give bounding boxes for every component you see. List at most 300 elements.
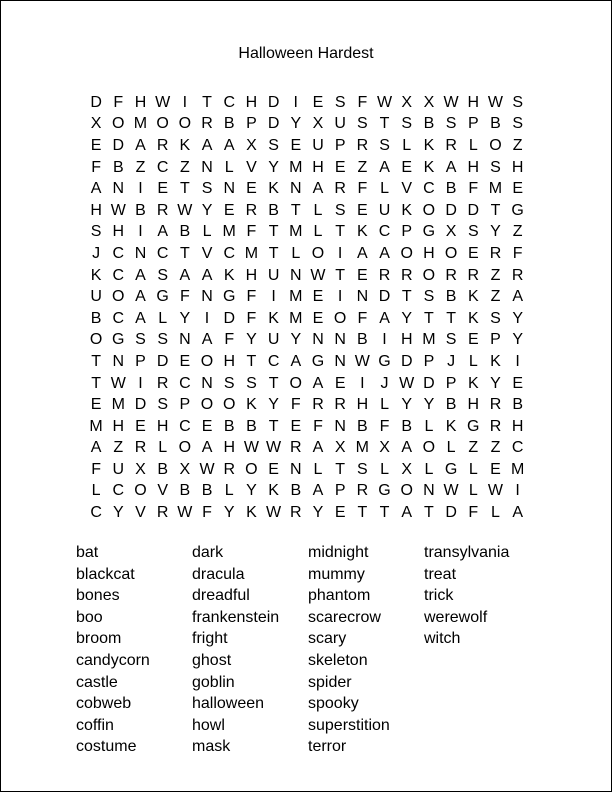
grid-letter: N [334, 331, 346, 349]
grid-letter: F [468, 504, 479, 522]
grid-letter: H [400, 331, 413, 349]
grid-letter: R [356, 482, 369, 500]
grid-letter: V [201, 244, 213, 262]
grid-letter: M [289, 158, 303, 176]
grid-letter: J [92, 244, 101, 262]
grid-letter: H [112, 223, 125, 241]
grid-letter: O [200, 352, 214, 370]
grid-letter: E [157, 180, 168, 198]
grid-letter: T [335, 460, 346, 478]
grid-letter: F [468, 180, 479, 198]
grid-letter: R [290, 504, 302, 522]
grid-letter: C [179, 417, 191, 435]
grid-letter: B [445, 180, 457, 198]
grid-letter: R [223, 460, 235, 478]
word-list-item: boo [76, 608, 103, 626]
word-list-item: halloween [192, 695, 265, 713]
grid-letter: N [112, 180, 125, 198]
grid-letter: R [400, 266, 413, 284]
grid-letter: A [379, 309, 390, 327]
grid-letter: X [312, 115, 324, 133]
grid-letter: M [355, 439, 369, 457]
grid-letter: D [134, 396, 147, 414]
grid-letter: X [135, 460, 146, 478]
grid-letter: E [512, 374, 523, 392]
word-list-item: terror [308, 738, 347, 756]
grid-letter: Z [512, 136, 523, 154]
grid-letter: L [291, 244, 301, 262]
grid-letter: N [356, 288, 369, 306]
grid-letter: L [380, 180, 389, 198]
grid-letter: S [157, 396, 168, 414]
grid-letter: W [487, 482, 504, 500]
grid-letter: F [512, 244, 523, 262]
grid-letter: A [135, 288, 146, 306]
grid-letter: U [378, 201, 391, 219]
grid-letter: O [156, 115, 169, 133]
grid-letter: E [179, 352, 191, 370]
grid-letter: N [290, 460, 302, 478]
word-list-item: blackcat [76, 565, 135, 583]
grid-letter: K [246, 504, 257, 522]
grid-letter: E [334, 374, 346, 392]
grid-letter: Y [490, 223, 501, 241]
grid-letter: R [156, 374, 169, 392]
grid-letter: I [515, 352, 520, 370]
grid-letter: T [490, 201, 501, 219]
grid-letter: E [401, 158, 413, 176]
grid-letter: F [246, 309, 257, 327]
grid-letter: A [512, 288, 523, 306]
grid-letter: T [446, 309, 456, 327]
grid-letter: A [312, 482, 324, 500]
grid-letter: F [202, 504, 212, 522]
word-list-item: ghost [192, 651, 232, 669]
grid-letter: M [289, 223, 303, 241]
grid-letter: E [90, 136, 102, 154]
grid-letter: S [401, 115, 413, 133]
grid-letter: B [401, 417, 413, 435]
grid-letter: N [334, 352, 346, 370]
grid-letter: G [467, 417, 480, 435]
grid-letter: T [268, 223, 279, 241]
grid-letter: K [223, 266, 235, 284]
grid-letter: D [90, 93, 102, 111]
grid-letter: S [512, 93, 523, 111]
grid-letter: T [290, 201, 301, 219]
grid-letter: V [157, 482, 168, 500]
grid-letter: C [223, 244, 235, 262]
grid-letter: T [424, 504, 434, 522]
grid-letter: A [90, 180, 102, 198]
word-list-item: broom [76, 630, 122, 648]
grid-letter: Z [135, 158, 146, 176]
grid-letter: R [156, 504, 169, 522]
grid-letter: L [468, 482, 478, 500]
grid-letter: D [267, 93, 280, 111]
grid-letter: E [467, 331, 479, 349]
grid-letter: N [312, 331, 324, 349]
word-list-item: midnight [308, 544, 369, 561]
grid-letter: E [135, 417, 146, 435]
grid-letter: I [271, 288, 276, 306]
grid-letter: K [467, 288, 479, 306]
grid-letter: A [135, 309, 146, 327]
grid-letter: A [379, 244, 390, 262]
grid-letter: F [357, 93, 368, 111]
grid-letter: G [311, 352, 325, 370]
grid-letter: W [110, 374, 126, 392]
grid-letter: P [334, 482, 346, 500]
word-list-item: spooky [308, 695, 359, 713]
grid-letter: K [179, 136, 191, 154]
grid-letter: S [357, 115, 368, 133]
grid-letter: I [360, 374, 365, 392]
grid-letter: W [376, 93, 393, 111]
grid-letter: L [158, 309, 168, 327]
grid-letter: Z [468, 439, 479, 457]
grid-letter: N [223, 180, 235, 198]
grid-letter: X [445, 223, 457, 241]
grid-letter: O [489, 136, 502, 154]
grid-letter: I [204, 309, 210, 327]
letter-grid [85, 92, 529, 524]
word-list-item: transylvania [424, 544, 510, 561]
grid-letter: Y [312, 504, 324, 522]
grid-letter: G [444, 460, 458, 478]
grid-letter: Y [223, 504, 235, 522]
grid-letter: Y [268, 396, 279, 414]
grid-letter: A [201, 439, 213, 457]
grid-letter: D [156, 352, 169, 370]
grid-letter: O [400, 244, 413, 262]
grid-letter: M [488, 180, 503, 198]
grid-letter: Y [201, 201, 213, 219]
grid-letter: C [179, 374, 191, 392]
grid-letter: E [223, 201, 235, 219]
word-list-item: mask [192, 738, 231, 756]
grid-letter: O [245, 460, 258, 478]
grid-letter: F [224, 331, 235, 349]
grid-letter: T [335, 223, 346, 241]
grid-letter: R [334, 180, 346, 198]
grid-letter: A [312, 374, 324, 392]
grid-letter: C [156, 158, 169, 176]
grid-letter: A [135, 136, 146, 154]
grid-letter: R [312, 396, 324, 414]
word-list-item: trick [424, 587, 454, 605]
grid-letter: K [357, 223, 368, 241]
grid-letter: X [179, 460, 191, 478]
word-list-item: costume [76, 738, 137, 756]
grid-letter: R [489, 244, 502, 262]
grid-letter: A [312, 439, 324, 457]
grid-letter: O [112, 288, 125, 306]
grid-letter: H [245, 266, 258, 284]
grid-letter: O [444, 244, 458, 262]
grid-letter: L [468, 352, 478, 370]
grid-letter: A [401, 439, 413, 457]
grid-letter: P [490, 331, 501, 349]
grid-letter: O [200, 396, 214, 414]
grid-letter: L [313, 460, 323, 478]
grid-letter: B [490, 115, 501, 133]
grid-letter: Z [490, 288, 501, 306]
grid-letter: E [512, 180, 523, 198]
grid-letter: T [401, 288, 412, 306]
grid-letter: K [467, 374, 479, 392]
word-list-item: dreadful [192, 587, 250, 605]
grid-letter: K [423, 158, 435, 176]
grid-letter: R [334, 396, 346, 414]
grid-letter: I [138, 223, 143, 241]
word-list-item: coffin [76, 716, 114, 734]
grid-letter: X [334, 439, 346, 457]
grid-letter: C [112, 244, 125, 262]
grid-letter: H [467, 158, 480, 176]
word-list-item: howl [192, 716, 225, 734]
grid-letter: B [423, 115, 435, 133]
grid-letter: F [357, 309, 368, 327]
grid-letter: W [177, 504, 193, 522]
grid-letter: S [357, 460, 368, 478]
page-title: Halloween Hardest [238, 45, 374, 62]
grid-letter: T [179, 244, 190, 262]
grid-letter: B [512, 396, 523, 414]
grid-letter: S [201, 180, 213, 198]
word-list-item: mummy [308, 565, 365, 583]
grid-letter: A [179, 266, 191, 284]
grid-letter: P [445, 374, 457, 392]
grid-letter: P [401, 223, 413, 241]
grid-letter: W [199, 460, 215, 478]
grid-letter: U [112, 460, 125, 478]
grid-letter: P [467, 115, 479, 133]
grid-letter: O [422, 439, 436, 457]
grid-letter: Y [290, 331, 302, 349]
grid-letter: M [289, 309, 303, 327]
grid-letter: K [490, 352, 501, 370]
grid-letter: Z [490, 439, 501, 457]
word-list-item: phantom [308, 587, 371, 605]
grid-letter: H [511, 158, 524, 176]
grid-letter: D [400, 352, 413, 370]
grid-letter: D [223, 309, 235, 327]
grid-letter: Z [490, 266, 501, 284]
grid-letter: T [202, 93, 212, 111]
grid-letter: B [357, 417, 368, 435]
word-list-item: scary [308, 630, 347, 648]
grid-letter: W [243, 439, 259, 457]
grid-letter: Y [290, 115, 302, 133]
grid-letter: L [468, 136, 478, 154]
grid-letter: D [267, 115, 280, 133]
grid-letter: S [135, 331, 146, 349]
grid-letter: A [201, 266, 213, 284]
grid-letter: I [382, 331, 387, 349]
grid-letter: S [246, 374, 257, 392]
grid-letter: L [313, 223, 323, 241]
grid-letter: D [378, 288, 391, 306]
grid-letter: A [135, 266, 146, 284]
grid-letter: L [202, 223, 212, 241]
grid-letter: Z [179, 158, 190, 176]
grid-letter: J [447, 352, 456, 370]
grid-letter: X [246, 136, 257, 154]
grid-letter: L [158, 439, 168, 457]
word-list-item: frankenstein [192, 608, 280, 626]
grid-letter: A [90, 439, 102, 457]
grid-letter: B [179, 482, 191, 500]
grid-letter: G [156, 288, 169, 306]
grid-letter: P [334, 136, 346, 154]
grid-letter: S [423, 288, 435, 306]
grid-letter: X [90, 115, 102, 133]
word-list-item: fright [192, 630, 228, 648]
grid-letter: N [112, 352, 125, 370]
grid-letter: I [138, 180, 143, 198]
grid-letter: M [510, 460, 525, 478]
grid-letter: B [268, 201, 279, 219]
grid-letter: X [401, 93, 413, 111]
grid-letter: E [290, 417, 302, 435]
grid-letter: G [222, 288, 236, 306]
grid-letter: B [90, 309, 102, 327]
grid-letter: M [244, 244, 259, 262]
grid-letter: R [156, 201, 169, 219]
grid-letter: L [424, 417, 434, 435]
grid-letter: L [380, 396, 389, 414]
grid-letter: K [246, 396, 257, 414]
grid-letter: B [157, 460, 168, 478]
grid-letter: Y [179, 309, 191, 327]
grid-letter: W [443, 93, 459, 111]
grid-letter: E [312, 93, 324, 111]
grid-letter: F [313, 417, 323, 435]
grid-letter: I [182, 93, 188, 111]
grid-letter: H [356, 396, 369, 414]
grid-letter: B [223, 417, 235, 435]
grid-letter: N [423, 482, 435, 500]
grid-letter: H [423, 244, 435, 262]
grid-letter: O [333, 309, 347, 327]
grid-letter: R [290, 439, 302, 457]
grid-letter: O [422, 201, 436, 219]
grid-letter: A [312, 180, 324, 198]
grid-letter: I [293, 93, 298, 111]
grid-letter: W [354, 352, 370, 370]
grid-letter: H [511, 417, 524, 435]
grid-letter: L [402, 136, 412, 154]
grid-letter: H [156, 417, 169, 435]
grid-letter: D [423, 374, 435, 392]
grid-letter: L [446, 439, 456, 457]
grid-letter: M [289, 288, 303, 306]
grid-letter: C [511, 439, 524, 457]
grid-letter: E [268, 460, 279, 478]
grid-letter: B [135, 201, 146, 219]
grid-letter: U [267, 331, 280, 349]
grid-letter: Y [512, 309, 523, 327]
grid-letter: W [110, 201, 126, 219]
grid-letter: E [246, 180, 257, 198]
grid-letter: S [157, 266, 168, 284]
word-list-item: superstition [308, 716, 390, 734]
grid-letter: T [268, 244, 279, 262]
grid-letter: L [491, 504, 500, 522]
grid-letter: W [266, 504, 282, 522]
grid-letter: F [246, 288, 257, 306]
grid-letter: E [312, 288, 324, 306]
grid-letter: A [201, 136, 213, 154]
word-list-item: bat [76, 544, 99, 561]
grid-letter: C [423, 180, 435, 198]
grid-letter: B [290, 482, 302, 500]
grid-letter: O [289, 374, 302, 392]
grid-letter: T [424, 309, 434, 327]
word-list-item: candycorn [76, 651, 150, 669]
grid-letter: T [179, 180, 190, 198]
word-list [76, 542, 564, 758]
grid-letter: O [222, 396, 236, 414]
grid-letter: S [334, 93, 346, 111]
grid-letter: Y [246, 331, 257, 349]
grid-letter: U [312, 136, 324, 154]
grid-letter: G [511, 201, 524, 219]
grid-letter: S [467, 223, 479, 241]
grid-letter: K [268, 309, 279, 327]
grid-letter: W [155, 93, 171, 111]
grid-letter: M [133, 115, 148, 133]
grid-letter: L [224, 158, 234, 176]
grid-letter: Y [401, 309, 413, 327]
grid-letter: L [224, 482, 234, 500]
grid-letter: L [468, 460, 478, 478]
grid-letter: S [445, 115, 457, 133]
grid-letter: B [445, 288, 457, 306]
grid-letter: F [246, 223, 257, 241]
grid-letter: H [223, 439, 235, 457]
grid-letter: Z [512, 223, 523, 241]
grid-letter: R [467, 266, 480, 284]
grid-letter: E [334, 504, 346, 522]
grid-letter: A [512, 504, 523, 522]
grid-letter: W [399, 374, 415, 392]
grid-letter: K [467, 309, 479, 327]
word-list-item: castle [76, 673, 118, 691]
grid-letter: C [267, 352, 280, 370]
grid-letter: H [223, 352, 235, 370]
grid-letter: K [90, 266, 102, 284]
grid-letter: O [178, 439, 192, 457]
grid-letter: N [201, 158, 213, 176]
grid-letter: J [380, 374, 389, 392]
grid-letter: N [290, 180, 302, 198]
grid-letter: I [515, 482, 520, 500]
word-list-item: dark [192, 544, 224, 561]
grid-letter: R [489, 417, 502, 435]
grid-letter: T [91, 352, 101, 370]
word-list-item: treat [424, 565, 457, 583]
grid-letter: F [379, 417, 390, 435]
grid-letter: F [290, 396, 301, 414]
grid-letter: D [445, 201, 457, 219]
grid-letter: D [112, 136, 125, 154]
grid-letter: H [467, 396, 480, 414]
grid-letter: G [378, 482, 391, 500]
grid-letter: S [268, 136, 279, 154]
grid-letter: G [112, 331, 125, 349]
